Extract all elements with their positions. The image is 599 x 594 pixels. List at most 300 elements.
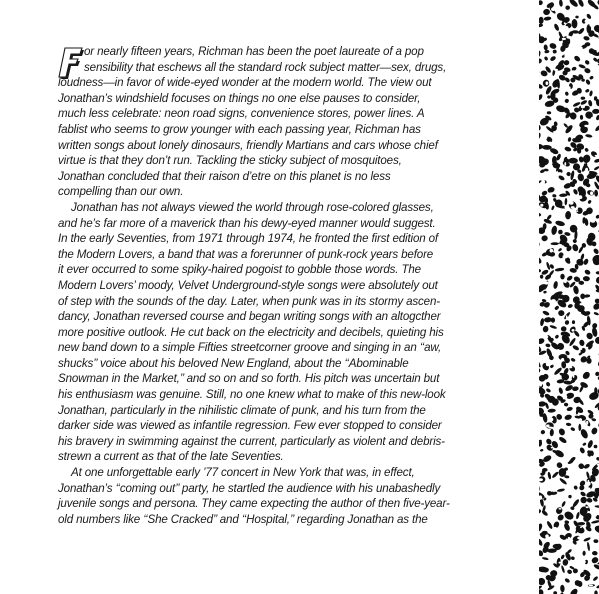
pattern-gap — [564, 162, 566, 166]
text-line: shucks’’ voice about his beloved New England, about the ‘‘Abominable — [58, 356, 409, 370]
pattern-blob — [591, 427, 599, 436]
text-line: new band down to a simple Fifties streetcorner groove and singing in an ‘‘aw, — [58, 341, 442, 355]
pattern-gap — [564, 22, 566, 24]
pattern-blob — [579, 339, 585, 346]
pattern-gap — [555, 536, 560, 540]
pattern-blob — [539, 23, 543, 27]
text-line: or nearly fifteen years, Richman has been the poet laureate of a pop — [84, 45, 424, 58]
pattern-blob — [593, 563, 599, 570]
pattern-gap — [579, 17, 581, 20]
pattern-gap — [567, 156, 570, 159]
text-line: it ever occurred to some spiky-haired pogoist to gobble those words. The — [58, 263, 421, 277]
pattern-blob — [580, 491, 587, 497]
pattern-gap — [549, 25, 552, 27]
pattern-blob — [577, 0, 585, 8]
pattern-blob — [540, 429, 546, 435]
pattern-blob — [561, 501, 566, 508]
text-line: Modern Lovers’ moody, Velvet Underground-style songs were absolutely out — [58, 278, 438, 292]
pattern-blob — [592, 576, 598, 582]
pattern-gap — [568, 366, 572, 368]
article-body — [58, 44, 502, 527]
pattern-blob — [539, 0, 543, 5]
pattern-gap — [551, 447, 553, 449]
pattern-blob — [547, 408, 556, 413]
pattern-gap — [564, 267, 568, 271]
pattern-blob — [541, 235, 548, 242]
pattern-gap — [586, 421, 588, 425]
pattern-blob — [539, 93, 543, 100]
pattern-blob — [594, 190, 598, 197]
pattern-blob — [585, 79, 591, 86]
pattern-blob — [578, 246, 584, 254]
pattern-blob — [555, 267, 565, 272]
pattern-blob — [572, 238, 577, 243]
pattern-gap — [550, 278, 552, 280]
pattern-blob — [558, 252, 564, 259]
pattern-gap — [550, 109, 553, 112]
pattern-gap — [553, 489, 555, 493]
pattern-gap — [542, 180, 546, 183]
text-line: dancy, Jonathan reversed course and began writing songs with an altogcther — [58, 310, 441, 324]
pattern-gap — [571, 362, 575, 366]
pattern-blob — [545, 343, 551, 347]
pattern-blob — [592, 551, 598, 556]
pattern-gap — [582, 216, 585, 218]
pattern-gap — [565, 395, 567, 398]
pattern-gap — [592, 271, 595, 274]
paragraph-1 — [58, 44, 502, 200]
text-line: compelling than our own. — [58, 185, 184, 199]
pattern-gap — [540, 204, 543, 207]
pattern-gap — [593, 147, 595, 151]
pattern-blob — [572, 320, 575, 324]
pattern-blob — [562, 559, 569, 567]
text-line: much less celebrate: neon road signs, convenience stores, power lines. A — [58, 107, 425, 121]
pattern-blob — [543, 16, 551, 21]
pattern-blob — [539, 367, 541, 373]
pattern-gap — [589, 488, 591, 490]
pattern-gap — [560, 213, 562, 216]
pattern-blob — [545, 381, 551, 387]
pattern-gap — [559, 562, 562, 564]
pattern-gap — [573, 374, 575, 378]
pattern-blob — [582, 154, 592, 164]
pattern-blob — [595, 214, 599, 219]
pattern-blob — [584, 59, 590, 65]
pattern-blob — [570, 427, 576, 432]
text-line: fablist who seems to grow younger with each passing year, Richman has — [58, 122, 421, 136]
pattern-gap — [548, 508, 552, 511]
pattern-blob — [581, 370, 591, 380]
pattern-blob — [578, 64, 586, 70]
pattern-gap — [550, 418, 553, 421]
pattern-blob — [594, 158, 599, 163]
text-line: Jonathan’s ‘‘coming out’’ party, he startled the audience with his unabashedly — [58, 481, 441, 495]
pattern-blob — [554, 334, 559, 339]
pattern-gap — [564, 280, 567, 283]
pattern-blob — [558, 248, 563, 252]
pattern-blob — [539, 212, 542, 217]
pattern-blob — [564, 414, 573, 421]
pattern-gap — [578, 358, 581, 360]
pattern-blob — [582, 442, 587, 446]
pattern-blob — [573, 485, 578, 490]
pattern-gap — [566, 36, 571, 39]
pattern-blob — [567, 137, 571, 142]
pattern-blob — [583, 463, 590, 469]
pattern-blob — [553, 281, 559, 289]
pattern-blob — [564, 98, 569, 103]
text-line: written songs about lonely dinosaurs, friendly Martians and cars whose chief — [58, 138, 438, 152]
pattern-blob — [550, 429, 555, 437]
pattern-blob — [555, 506, 564, 515]
pattern-blob — [558, 310, 565, 316]
pattern-blob — [585, 88, 590, 93]
pattern-gap — [595, 155, 599, 157]
pattern-gap — [551, 8, 555, 11]
pattern-gap — [559, 441, 561, 443]
pattern-gap — [552, 553, 556, 555]
pattern-blob — [573, 285, 580, 295]
pattern-blob — [567, 303, 573, 308]
pattern-blob — [593, 248, 599, 255]
pattern-gap — [594, 64, 599, 68]
pattern-gap — [572, 62, 576, 64]
pattern-blob — [558, 387, 564, 394]
pattern-gap — [550, 249, 554, 253]
pattern-gap — [546, 81, 549, 85]
pattern-blob — [539, 485, 540, 492]
pattern-blob — [566, 406, 573, 411]
pattern-gap — [553, 395, 555, 397]
pattern-blob — [554, 449, 565, 459]
pattern-blob — [539, 337, 545, 345]
pattern-blob — [583, 276, 590, 282]
text-line: his bravery in swimming against the current, particularly as violent and debris- — [58, 434, 445, 448]
pattern-blob — [568, 495, 572, 499]
pattern-blob — [594, 590, 598, 594]
pattern-blob — [556, 461, 564, 469]
pattern-blob — [539, 401, 546, 407]
pattern-gap — [572, 119, 574, 122]
pattern-blob — [564, 402, 569, 407]
pattern-blob — [551, 471, 559, 479]
pattern-blob — [541, 269, 549, 276]
pattern-gap — [575, 123, 577, 126]
pattern-blob — [593, 181, 599, 190]
pattern-blob — [547, 472, 552, 480]
pattern-blob — [577, 173, 585, 182]
pattern-blob — [568, 158, 578, 164]
dropcap-letter — [58, 46, 85, 80]
pattern-gap — [582, 561, 586, 563]
pattern-gap — [584, 125, 589, 127]
pattern-gap — [546, 363, 550, 366]
pattern-blob — [543, 290, 547, 293]
pattern-blob — [563, 522, 571, 532]
pattern-blob — [580, 496, 587, 503]
pattern-gap — [568, 133, 572, 136]
pattern-blob — [561, 565, 566, 573]
text-line: more positive outlook. He cut back on the electricity and decibels, quieting his — [58, 325, 444, 339]
pattern-blob — [594, 505, 599, 508]
pattern-blob — [580, 115, 584, 120]
pattern-blob — [549, 42, 558, 50]
pattern-blob — [592, 109, 599, 115]
pattern-blob — [570, 556, 575, 561]
pattern-gap — [572, 329, 575, 332]
pattern-gap — [549, 590, 553, 593]
pattern-gap — [545, 534, 549, 538]
pattern-blob — [590, 150, 598, 158]
pattern-blob — [539, 83, 543, 89]
pattern-blob — [589, 75, 594, 80]
pattern-blob — [544, 56, 549, 61]
pattern-blob — [564, 198, 567, 205]
pattern-blob — [589, 90, 593, 97]
pattern-gap — [576, 381, 580, 384]
pattern-gap — [591, 18, 595, 20]
pattern-blob — [572, 19, 578, 28]
pattern-blob — [539, 440, 542, 447]
pattern-blob — [540, 275, 544, 279]
pattern-gap — [585, 20, 587, 23]
pattern-blob — [557, 488, 565, 492]
pattern-gap — [549, 80, 553, 84]
pattern-gap — [554, 527, 557, 530]
pattern-gap — [551, 312, 554, 316]
pattern-gap — [581, 105, 585, 108]
pattern-blob — [542, 557, 549, 561]
pattern-gap — [589, 449, 593, 451]
pattern-blob — [539, 577, 546, 587]
pattern-gap — [564, 205, 569, 208]
pattern-gap — [569, 201, 574, 205]
pattern-gap — [589, 533, 593, 536]
pattern-blob — [583, 35, 590, 41]
pattern-blob — [592, 242, 597, 247]
pattern-blob — [547, 111, 552, 114]
pattern-blob — [586, 13, 592, 20]
pattern-gap — [580, 346, 582, 350]
pattern-gap — [597, 44, 599, 47]
pattern-gap — [585, 235, 588, 237]
pattern-blob — [572, 344, 580, 351]
pattern-gap — [595, 124, 598, 126]
pattern-blob — [554, 305, 560, 311]
pattern-blob — [584, 269, 591, 276]
text-line: virtue is that they don’t run. Tackling the sticky subject of mosquitoes, — [58, 154, 402, 168]
pattern-blob — [560, 554, 565, 560]
pattern-blob — [540, 449, 544, 452]
pattern-blob — [573, 55, 581, 63]
text-line: Jonathan, particularly in the nihilistic climate of punk, and his turn from the — [58, 403, 426, 417]
pattern-gap — [591, 117, 593, 121]
blob-pattern-graphic — [539, 0, 599, 594]
pattern-blob — [539, 58, 542, 64]
text-line: Jonathan concluded that their raison d’etre on this planet is no less — [58, 169, 391, 183]
pattern-blob — [594, 336, 599, 346]
pattern-blob — [595, 371, 599, 376]
pattern-blob — [568, 337, 576, 347]
pattern-blob — [572, 386, 579, 391]
pattern-blob — [556, 513, 564, 521]
text-line: In the early Seventies, from 1971 through 1974, he fronted the first edition of — [58, 232, 439, 246]
pattern-gap — [557, 500, 559, 503]
pattern-gap — [578, 552, 582, 555]
pattern-blob — [565, 211, 571, 220]
pattern-blob — [587, 542, 591, 552]
pattern-blob — [595, 276, 599, 284]
pattern-gap — [593, 544, 597, 547]
pattern-gap — [586, 488, 588, 491]
pattern-blob — [558, 229, 564, 235]
text-line: loudness—in favor of wide-eyed wonder at the modern world. The view out — [58, 76, 432, 90]
pattern-blob — [588, 100, 593, 107]
pattern-gap — [544, 336, 549, 339]
pattern-blob — [539, 508, 542, 514]
pattern-gap — [562, 255, 567, 257]
pattern-blob — [560, 585, 565, 593]
pattern-gap — [545, 517, 549, 521]
pattern-blob — [545, 388, 551, 394]
pattern-blob — [580, 99, 588, 105]
pattern-gap — [557, 244, 562, 246]
pattern-gap — [568, 86, 570, 90]
pattern-blob — [563, 60, 570, 66]
text-line: At one unforgettable early ’77 concert in New York that was, in effect, — [71, 466, 415, 480]
pattern-blob — [595, 114, 599, 120]
pattern-gap — [581, 139, 584, 142]
pattern-blob — [585, 134, 593, 138]
pattern-gap — [572, 582, 574, 585]
pattern-blob — [553, 23, 560, 31]
pattern-blob — [595, 299, 599, 304]
pattern-blob — [567, 569, 573, 575]
pattern-blob — [566, 171, 572, 177]
pattern-gap — [547, 299, 550, 303]
pattern-blob — [564, 146, 572, 152]
pattern-blob — [575, 16, 579, 19]
pattern-gap — [590, 108, 593, 111]
pattern-gap — [577, 537, 582, 540]
pattern-blob — [579, 447, 586, 455]
pattern-gap — [548, 427, 553, 429]
pattern-blob — [565, 91, 570, 96]
text-line: Snowman in the Market,’’ and so on and so forth. His pitch was uncertain but — [58, 372, 440, 386]
text-line: strewn a current as that of the late Seventies. — [58, 450, 284, 464]
pattern-gap — [539, 383, 542, 386]
pattern-gap — [559, 167, 562, 169]
pattern-blob — [593, 311, 599, 315]
pattern-blob — [596, 289, 599, 292]
pattern-gap — [566, 508, 570, 511]
pattern-gap — [550, 334, 553, 336]
pattern-blob — [568, 0, 579, 8]
pattern-blob — [569, 587, 579, 594]
pattern-blob — [594, 445, 598, 449]
pattern-gap — [539, 314, 541, 318]
pattern-blob — [549, 55, 556, 62]
pattern-blob — [539, 17, 544, 24]
decorative-pattern-strip — [539, 0, 599, 594]
pattern-gap — [546, 177, 549, 179]
pattern-blob — [584, 147, 589, 152]
pattern-blob — [586, 497, 593, 503]
pattern-gap — [580, 47, 583, 50]
pattern-blob — [551, 317, 556, 322]
pattern-gap — [576, 12, 580, 15]
pattern-blob — [594, 524, 599, 534]
pattern-gap — [541, 50, 543, 53]
pattern-gap — [586, 452, 588, 455]
pattern-blob — [555, 220, 566, 227]
pattern-blob — [578, 484, 585, 491]
pattern-blob — [591, 418, 596, 422]
pattern-gap — [572, 121, 574, 124]
pattern-gap — [551, 213, 555, 216]
pattern-blob — [560, 274, 564, 280]
pattern-gap — [592, 513, 597, 517]
pattern-blob — [564, 320, 570, 326]
pattern-gap — [552, 261, 556, 265]
pattern-gap — [580, 527, 582, 529]
pattern-blob — [539, 523, 543, 533]
pattern-gap — [549, 165, 553, 168]
pattern-gap — [590, 456, 593, 459]
pattern-blob — [575, 512, 580, 520]
pattern-blob — [559, 0, 563, 7]
pattern-gap — [590, 191, 593, 195]
pattern-blob — [539, 538, 544, 546]
pattern-blob — [543, 44, 548, 50]
pattern-blob — [558, 175, 566, 182]
pattern-blob — [583, 258, 589, 266]
pattern-gap — [539, 130, 542, 133]
pattern-blob — [564, 577, 570, 583]
pattern-blob — [566, 275, 573, 282]
pattern-blob — [565, 5, 570, 10]
pattern-blob — [593, 539, 598, 543]
pattern-blob — [596, 456, 599, 461]
pattern-blob — [591, 520, 599, 525]
pattern-blob — [539, 241, 540, 247]
pattern-gap — [564, 80, 566, 83]
pattern-gap — [542, 397, 546, 400]
pattern-blob — [558, 428, 566, 437]
pattern-gap — [586, 173, 588, 175]
pattern-blob — [552, 194, 557, 198]
pattern-gap — [558, 497, 562, 500]
text-line: his enthusiasm was genuine. Still, no one knew what to make of this new-look — [58, 388, 446, 402]
pattern-blob — [563, 510, 575, 521]
pattern-gap — [589, 22, 593, 26]
pattern-gap — [568, 537, 571, 541]
pattern-gap — [558, 508, 561, 510]
pattern-blob — [551, 225, 558, 235]
pattern-blob — [566, 422, 572, 426]
pattern-gap — [551, 361, 553, 365]
pattern-blob — [539, 360, 541, 368]
pattern-gap — [595, 85, 599, 88]
text-line: Jonathan’s windshield focuses on things no one else pauses to consider, — [58, 91, 421, 105]
pattern-gap — [579, 418, 582, 422]
pattern-blob — [539, 50, 541, 58]
pattern-blob — [539, 180, 542, 187]
paragraph-3 — [58, 465, 502, 527]
pattern-gap — [580, 303, 585, 305]
pattern-gap — [561, 281, 563, 285]
